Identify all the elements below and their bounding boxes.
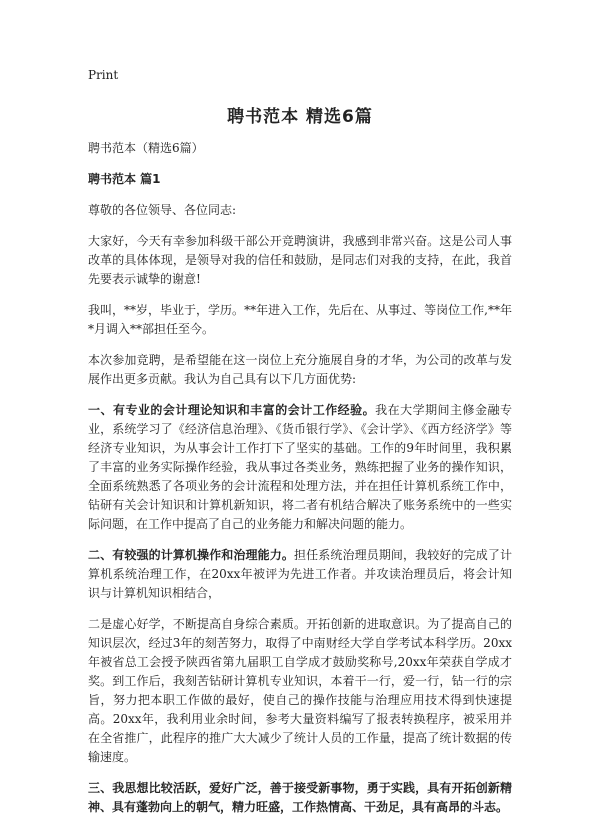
document-subtitle: 聘书范本（精选6篇） — [88, 141, 204, 155]
salutation-paragraph: 尊敬的各位领导、各位同志: — [88, 203, 237, 217]
section-heading: 聘书范本 篇1 — [88, 172, 161, 186]
advantage-3-paragraph: 三、我思想比较活跃，爱好广泛，善于接受新事物，勇于实践，具有开拓创新精神、具有蓬勃向上的朝气，精力旺盛，工作热情高、干劲足，具有高昂的斗志。 — [88, 781, 512, 814]
purpose-paragraph: 本次参加竞聘，是希望能在这一岗位上充分施展自身的才华，为公司的改革与发展作出更多贡献。我认为自己具有以下几方面优势: — [88, 353, 512, 386]
advantage-1-lead: 一、有专业的会计理论知识和丰富的会计工作经验。 — [88, 403, 376, 417]
learning-paragraph: 二是虚心好学，不断提高自身综合素质。开拓创新的进取意识。为了提高自己的知识层次，经过3年的刻苦努力，取得了中南财经大学自学考试本科学历。20xx年被省总工会授予陕西省第九届职工自学成才鼓励奖称号,20xx年荣获自学成才奖。到工作后，我刻苦钻研计算机专业知识，本着干一行，爱一行，钻一行的宗旨，努力把本职工作做的最好，使自己的操作技能与治理应用技术得到快速提高。20xx年，我利用业余时间，参考大量资料编写了报表转换程序，被采用并在全省推广，此程序的推广大大减少了统计人员的工作量，提高了统计数据的传输速度。 — [88, 617, 512, 764]
page-title: 聘书范本 精选6篇 — [227, 107, 373, 127]
advantage-1-body: 我在大学期间主修金融专业，系统学习了《经济信息治理》、《货币银行学》、《会计学》、《西方经济学》等经济专业知识，为从事会计工作打下了坚实的基础。工作的9年时间里，我积累了丰富的业务实际操作经验，我从事过各类业务，熟练把握了业务的操作知识，全面系统熟悉了各项业务的会计流程和处理方法，并在担任计算机系统工作中，钻研有关会计知识和计算机新知识，将二者有机结合解决了账务系统中的一些实际问题，在工作中提高了自己的业务能力和解决问题的能力。 — [88, 403, 512, 531]
advantage-2-paragraph — [88, 546, 512, 603]
print-label: Print — [88, 68, 119, 82]
advantage-2-body: 担任系统治理员期间，我较好的完成了计算机系统治理工作，在20xx年被评为先进工作者。并攻读治理员后，将会计知识与计算机知识相结合， — [88, 548, 512, 600]
intro-paragraph: 大家好，今天有幸参加科级干部公开竞聘演讲，我感到非常兴奋。这是公司人事改革的具体体现，是领导对我的信任和鼓励，是同志们对我的支持，在此，我首先要表示诚挚的谢意! — [88, 234, 512, 286]
self-intro-paragraph: 我叫，**岁，毕业于，学历。**年进入工作，先后在、从事过、等岗位工作,**年*月调入**部担任至今。 — [88, 303, 512, 336]
advantage-2-lead: 二、有较强的计算机操作和治理能力。 — [88, 548, 294, 562]
advantage-1-paragraph — [88, 401, 512, 534]
